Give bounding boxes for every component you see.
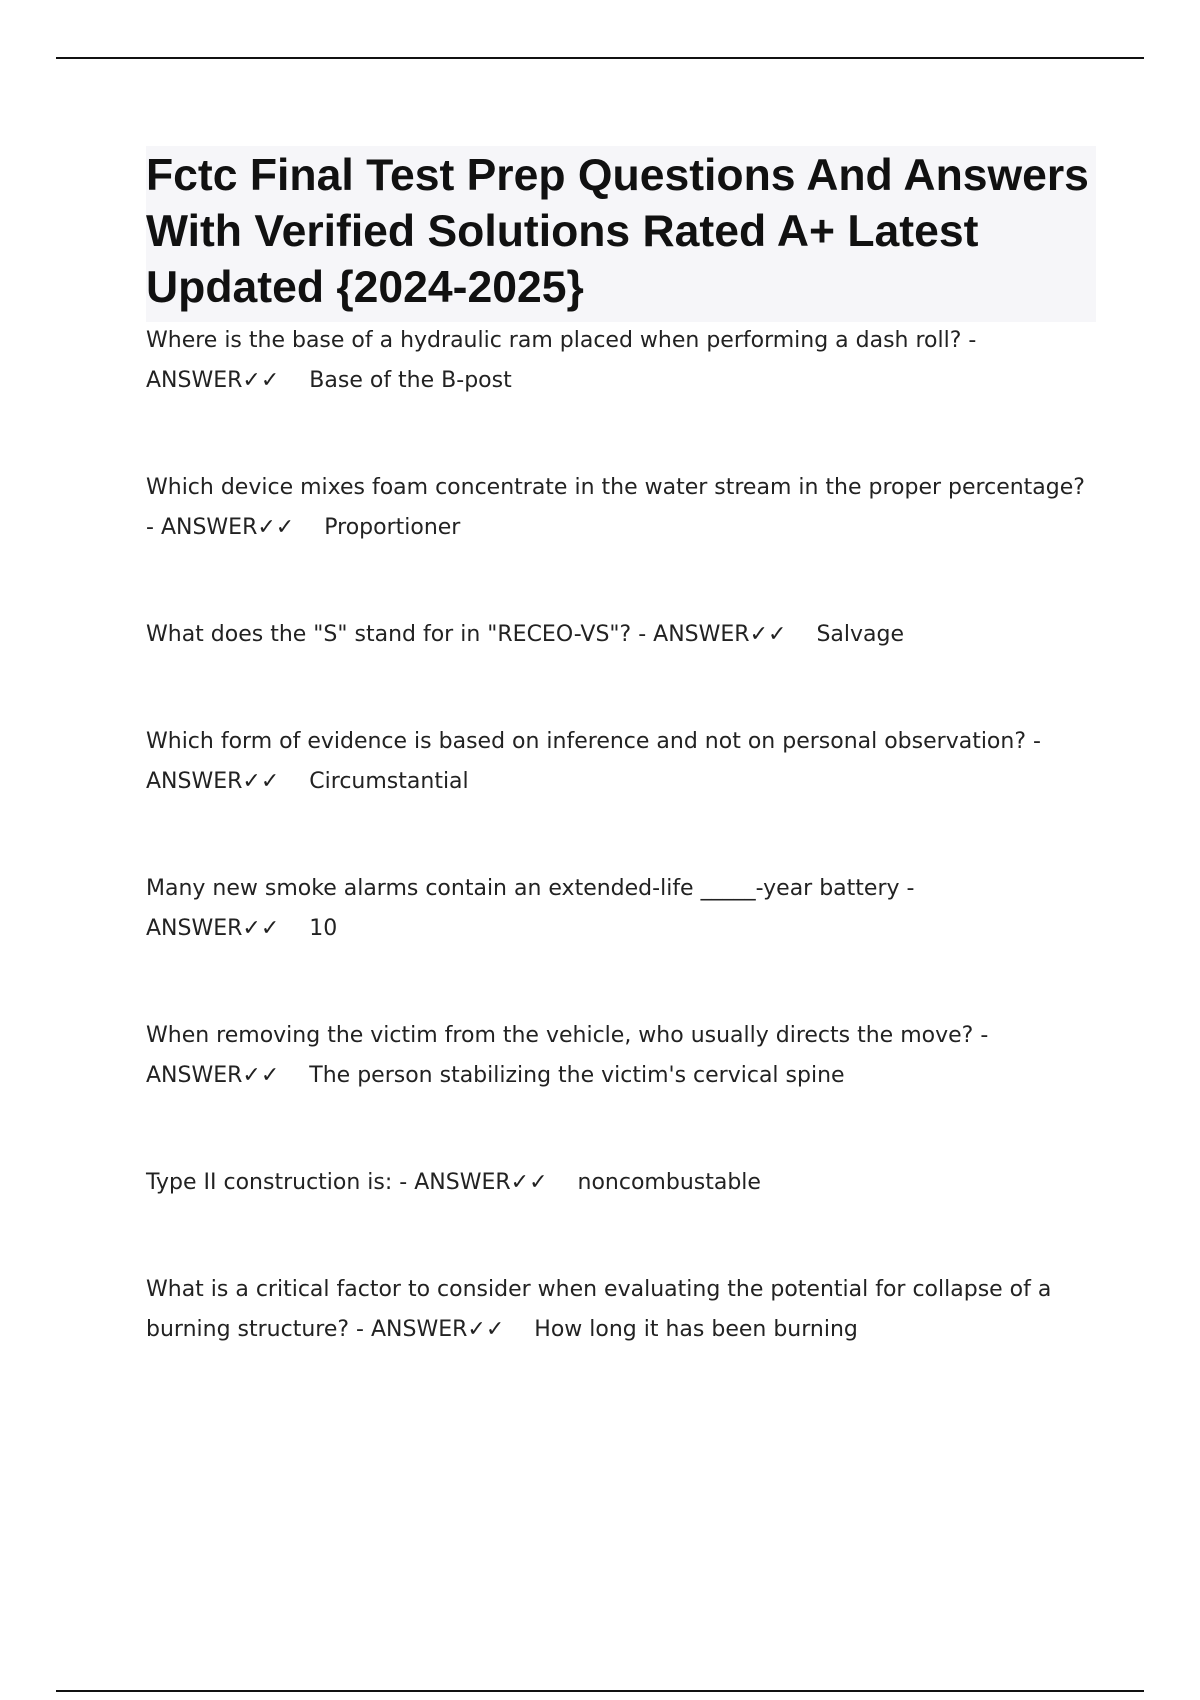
answer-marker: ANSWER✓✓ xyxy=(146,916,280,941)
question-text: When removing the victim from the vehicle, who usually directs the move? - xyxy=(146,1023,989,1048)
question-text: What does the "S" stand for in "RECEO-VS"? - xyxy=(146,622,647,647)
answer-text: 10 xyxy=(309,916,338,941)
question-text: Which device mixes foam concentrate in the water stream in the proper percentage? - xyxy=(146,475,1085,540)
question-text: Many new smoke alarms contain an extended-life _____-year battery - xyxy=(146,876,915,901)
qa-item xyxy=(146,321,1096,401)
check-marks-icon: ✓✓ xyxy=(257,515,295,540)
document-body xyxy=(146,146,1096,1350)
check-marks-icon: ✓✓ xyxy=(467,1317,505,1342)
check-marks-icon: ✓✓ xyxy=(242,769,280,794)
answer-text: Base of the B-post xyxy=(309,368,512,393)
answer-marker: ANSWER✓✓ xyxy=(146,1063,280,1088)
qa-item xyxy=(146,722,1096,802)
bottom-rule xyxy=(56,1690,1144,1692)
check-marks-icon: ✓✓ xyxy=(510,1170,548,1195)
answer-marker: ANSWER✓✓ xyxy=(146,769,280,794)
answer-text: noncombustable xyxy=(577,1170,761,1195)
answer-marker: ANSWER✓✓ xyxy=(146,368,280,393)
question-text: What is a critical factor to consider when evaluating the potential for collapse of a burning structure? - xyxy=(146,1277,1052,1342)
check-marks-icon: ✓✓ xyxy=(242,368,280,393)
answer-text: The person stabilizing the victim's cervical spine xyxy=(309,1063,845,1088)
answer-marker: ANSWER✓✓ xyxy=(414,1170,548,1195)
qa-item xyxy=(146,1270,1096,1350)
qa-item xyxy=(146,615,1096,655)
qa-item xyxy=(146,1163,1096,1203)
question-text: Which form of evidence is based on inference and not on personal observation? - xyxy=(146,729,1041,754)
document-title: Fctc Final Test Prep Questions And Answers With Verified Solutions Rated A+ Latest Updated {2024-2025} xyxy=(146,151,1089,312)
check-marks-icon: ✓✓ xyxy=(242,1063,280,1088)
answer-marker: ANSWER✓✓ xyxy=(370,1317,505,1342)
qa-list xyxy=(146,321,1096,1350)
check-marks-icon: ✓✓ xyxy=(749,622,787,647)
check-marks-icon: ✓✓ xyxy=(242,916,280,941)
title-block xyxy=(146,146,1096,322)
qa-item xyxy=(146,1016,1096,1096)
qa-item xyxy=(146,869,1096,949)
answer-text: How long it has been burning xyxy=(534,1317,858,1342)
qa-item xyxy=(146,468,1096,548)
answer-marker: ANSWER✓✓ xyxy=(653,622,787,647)
answer-text: Salvage xyxy=(816,622,905,647)
question-text: Type II construction is: - xyxy=(146,1170,408,1195)
question-text: Where is the base of a hydraulic ram placed when performing a dash roll? - xyxy=(146,328,977,353)
answer-text: Proportioner xyxy=(324,515,461,540)
answer-text: Circumstantial xyxy=(309,769,469,794)
answer-marker: ANSWER✓✓ xyxy=(160,515,295,540)
top-rule xyxy=(56,57,1144,59)
